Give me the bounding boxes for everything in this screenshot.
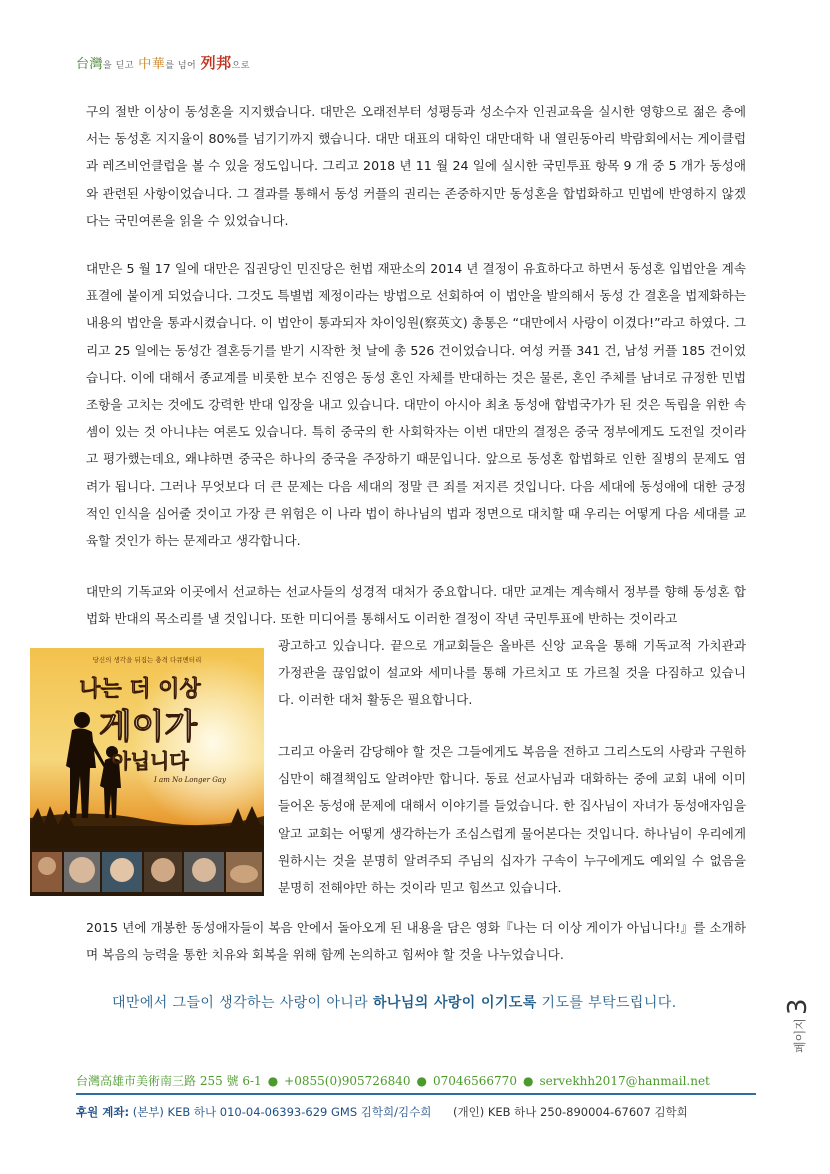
- poster-title-line-1: 나는 더 이상: [79, 677, 201, 702]
- account-personal: (개인) KEB 하나 250-890004-67607 김학희: [452, 1105, 688, 1119]
- footer-phone-2: 07046566770: [432, 1074, 517, 1088]
- prayer-request-pre: 대만에서 그들이 생각하는 사랑이 아니라: [112, 995, 373, 1011]
- page-number: 3: [783, 998, 812, 1015]
- footer-email[interactable]: servekhh2017@hanmail.net: [539, 1074, 710, 1088]
- paragraph-2: 대만은 5 월 17 일에 대만은 집권당인 민진당은 헌법 재판소의 2014 년 결정이 유효하다고 하면서 동성혼 입법안을 계속 표결에 붙이게 되었습니다. 그것도 특별법 제정이라는 방법으로 선회하여 이 법안을 발의해서 동성 간 결혼을 법제화하는 내용의 법안을 통과시켰습니다. 이 법안이 통과되자 차이잉원(察英文) 총통은 “대만에서 사랑이 이겼다!”라고 하였다. 그리고 25 일에는 동성간 결혼등기를 받기 시작한 첫 날에 총 526 건이었습니다. 여성 커플 341 건, 남성 커플 185 건이었습니다. 이에 대해서 종교계를 비롯한 보수 진영은 동성 혼인 자체를 반대하는 것은 물론, 혼인 주체를 남녀로 규정한 민법 조항을 고치는 것에도 강력한 반대 입장을 내고 있습니다. 대만이 아시아 최초 동성애 합법국가가 된 것은 독립을 위한 속셈이 있는 것 아니냐는 여론도 있습니다. 특히 중국의 한 사회학자는 이번 대만의 결정은 중국 정부에게도 도전일 것이라고 평가했는데요, 왜냐하면 중국은 하나의 중국을 주장하기 때문입니다. 앞으로 동성혼 합법화로 인한 질병의 문제도 염려가 됩니다. 그러나 무엇보다 더 큰 문제는 다음 세대의 정말 큰 죄를 저지른 것입니다. 다음 세대에 동성애에 대한 긍정적인 인식을 심어줄 것이고 가장 큰 위험은 이 나라 법이 하나님의 법과 정면으로 대치할 때 우리는 어떻게 다음 세대를 교육할 것인가 하는 문제라고 생각합니다.: [86, 261, 747, 549]
- poster-title-line-3: 아닙니다: [111, 749, 189, 773]
- movie-poster-image: [30, 648, 264, 896]
- header-nations: 列邦: [200, 54, 232, 72]
- page-number-label: [782, 985, 812, 1055]
- paragraph-3-top: 대만의 기독교와 이곳에서 선교하는 선교사들의 성경적 대처가 중요합니다. 대만 교계는 계속해서 정부를 향해 동성혼 합법화 반대의 목소리를 낼 것입니다. 또한 미디어를 통해서도 이러한 결정이 작년 국민투표에 반하는 것이라고: [86, 584, 746, 627]
- prayer-request-bold: 하나님의 사랑이 이기도록: [372, 995, 537, 1011]
- prayer-request: [112, 992, 677, 1012]
- poster-tagline: 당신의 생각을 뒤집는 충격 다큐멘터리: [92, 656, 202, 664]
- paragraph-3-bottom: 광고하고 있습니다. 끝으로 개교회들은 올바른 신앙 교육을 통해 기독교적 가치관과 가정관을 끊임없이 설교와 세미나를 통해 가르치고 또 가르칠 것을 다짐하고 있습니다. 이러한 대처 활동은 필요합니다.: [278, 638, 746, 708]
- header-text-2: 를 넘어: [165, 61, 197, 71]
- footer-address: 台灣高雄市美術南三路 255 號 6-1: [76, 1074, 262, 1088]
- bullet-icon: ●: [416, 1074, 427, 1088]
- header-text-3: 으로: [231, 61, 250, 71]
- page-number-graphic: [782, 985, 812, 1055]
- page-label-text: 페이지: [793, 1018, 807, 1053]
- page-header: [76, 52, 250, 73]
- paragraph-4: 그리고 아울러 감당해야 할 것은 그들에게도 복음을 전하고 그리스도의 사랑과 구원하심만이 해결책임도 알려야만 합니다. 동료 선교사님과 대화하는 중에 교회 내에 이미 들어온 동성애 문제에 대해서 이야기를 들었습니다. 한 집사님이 자녀가 동성애자임을 알고 교회는 어떻게 생각하는가 조심스럽게 물어본다는 것입니다. 하나님이 우리에게 원하시는 것을 분명히 알려주되 주님의 십자가 구속이 누구에게도 예외일 수 없음을 분명히 전해야만 하는 것이라 믿고 힘쓰고 있습니다.: [278, 744, 746, 896]
- paragraph-1: 구의 절반 이상이 동성혼을 지지했습니다. 대만은 오래전부터 성평등과 성소수자 인권교육을 실시한 영향으로 젊은 층에서는 동성혼 지지율이 80%를 넘기기까지 했습니다. 대만 대표의 대학인 대만대학 내 열린동아리 박람회에서는 게이클럽과 레즈비언클럽을 볼 수 있을 정도입니다. 그리고 2018 년 11 월 24 일에 실시한 국민투표 항목 9 개 중 5 개가 동성애와 관련된 사항이었습니다. 그 결과를 통해서 동성 커플의 권리는 존중하지만 동성혼을 합법화하고 민법에 반영하지 않겠다는 국민여론을 읽을 수 있었습니다.: [86, 104, 746, 228]
- bullet-icon: ●: [522, 1074, 534, 1088]
- account-label: 후원 계좌:: [76, 1105, 130, 1119]
- footer-phone-1: +0855(0)905726840: [284, 1074, 411, 1088]
- paragraph-5: 2015 년에 개봉한 동성애자들이 복음 안에서 돌아오게 된 내용을 담은 영화『나는 더 이상 게이가 아닙니다!』를 소개하며 복음의 능력을 통한 치유와 회복을 위해 함께 논의하고 힘써야 할 것을 나누었습니다.: [86, 920, 746, 963]
- prayer-request-post: 기도를 부탁드립니다.: [536, 995, 677, 1011]
- movie-poster: [30, 648, 264, 896]
- header-text-1: 을 딛고: [103, 61, 134, 71]
- poster-subtitle: I am No Longer Gay: [154, 776, 226, 784]
- poster-title-line-2: 게이가: [98, 707, 198, 747]
- header-china: 中華: [138, 57, 166, 72]
- footer-contact: [76, 1072, 710, 1089]
- bullet-icon: ●: [267, 1074, 279, 1088]
- header-taiwan: 台灣: [76, 57, 104, 72]
- footer-accounts: [76, 1104, 688, 1120]
- footer-divider: [76, 1093, 756, 1095]
- account-main: (본부) KEB 하나 010-04-06393-629 GMS 김학희/김수희: [132, 1105, 432, 1119]
